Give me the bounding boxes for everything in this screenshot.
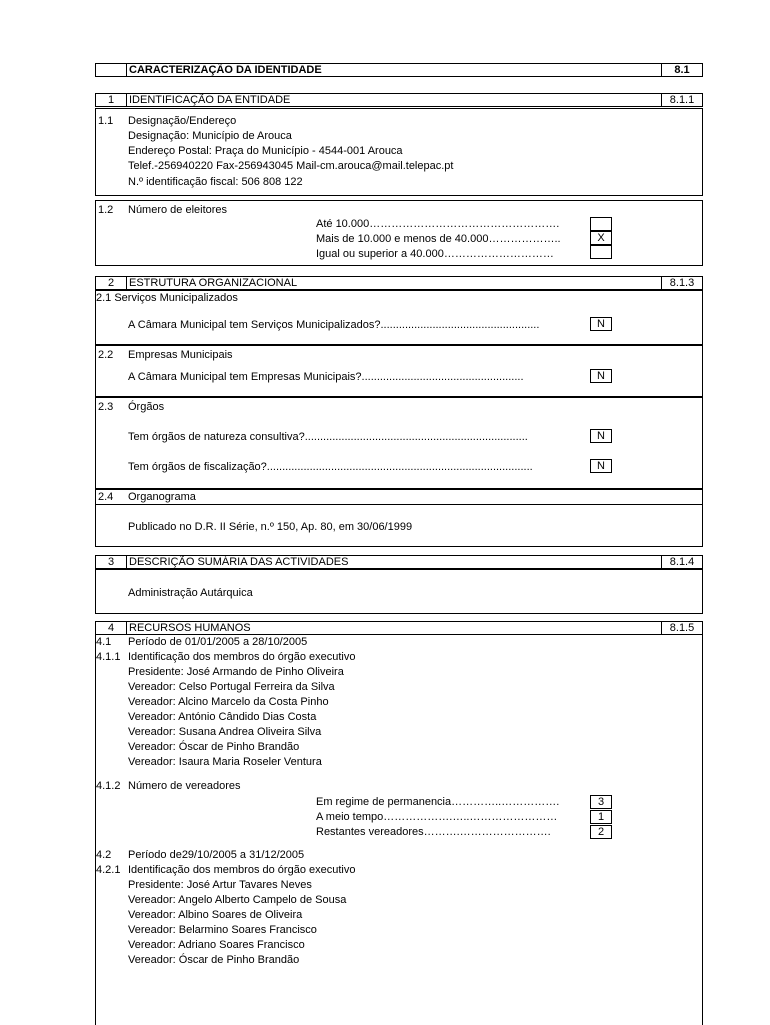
member-name: Presidente: José Artur Tavares Neves <box>128 879 312 891</box>
section-title: DESCRIÇÃO SUMÁRIA DAS ACTIVIDADES <box>129 556 349 568</box>
section-title: ESTRUTURA ORGANIZACIONAL <box>129 277 298 289</box>
member-name: Presidente: José Armando de Pinho Oliveira <box>128 666 344 678</box>
item-title: Número de eleitores <box>128 204 228 216</box>
councillor-count-label: Restantes vereadores……….……………………. <box>316 826 551 838</box>
answer-box[interactable]: N <box>590 429 612 443</box>
item-number: 4.1 <box>96 636 112 648</box>
section-title: CARACTERIZAÇÃO DA IDENTIDADE <box>129 64 322 76</box>
question-text: Tem órgãos de natureza consultiva?......................................................................... <box>128 431 528 443</box>
item-title: Órgãos <box>128 401 165 413</box>
section-number: 3 <box>96 556 127 568</box>
voter-option-checkbox[interactable]: X <box>590 231 612 245</box>
identification-line: Designação: Município de Arouca <box>128 130 292 142</box>
item-number: 1.2 <box>98 204 114 216</box>
voter-option-checkbox[interactable] <box>590 245 612 259</box>
question-text: Tem órgãos de fiscalização?....................................................................................... <box>128 461 533 473</box>
organogram-box <box>95 489 703 547</box>
item-number: 2.4 <box>98 491 114 503</box>
section-code: 8.1.4 <box>661 556 702 568</box>
member-name: Vereador: Adriano Soares Francisco <box>128 939 305 951</box>
identification-line: Designação/Endereço <box>128 115 237 127</box>
voter-option-label: Mais de 10.000 e menos de 40.000……………….. <box>316 233 561 245</box>
voters-box <box>95 200 703 266</box>
section-title: RECURSOS HUMANOS <box>129 622 251 634</box>
section-2-header <box>95 276 703 290</box>
member-name: Vereador: Óscar de Pinho Brandão <box>128 954 300 966</box>
voter-option-label: Até 10.000……………………………………………. <box>316 218 560 230</box>
identification-line: Endereço Postal: Praça do Município - 4544-001 Arouca <box>128 145 403 157</box>
activities-box <box>95 569 703 614</box>
answer-box[interactable]: N <box>590 317 612 331</box>
human-resources-box <box>95 635 703 1025</box>
item-title: Número de vereadores <box>128 780 241 792</box>
identification-box <box>95 108 703 196</box>
member-name: Vereador: Alcino Marcelo da Costa Pinho <box>128 696 329 708</box>
councillor-count-label: A meio tempo……………….…..…………………… <box>316 811 558 823</box>
section-code: 8.1.3 <box>661 277 702 289</box>
member-name: Vereador: Óscar de Pinho Brandão <box>128 741 300 753</box>
item-number: 2.2 <box>98 349 114 361</box>
item-number: 1.1 <box>98 115 114 127</box>
item-title: Organograma <box>128 491 196 503</box>
question-text: A Câmara Municipal tem Serviços Municipalizados?.................................................... <box>128 319 540 331</box>
section-code: 8.1.5 <box>661 622 702 634</box>
item-number: 4.2.1 <box>96 864 121 876</box>
section-number: 1 <box>96 94 127 106</box>
member-name: Vereador: Isaura Maria Roseler Ventura <box>128 756 322 768</box>
section-number-cell <box>96 64 127 76</box>
voter-option-label: Igual ou superior a 40.000………………………… <box>316 248 554 260</box>
item-title: Identificação dos membros do órgão executivo <box>128 651 356 663</box>
item-number: 2.3 <box>98 401 114 413</box>
item-title: Período de29/10/2005 a 31/12/2005 <box>128 849 305 861</box>
section-number: 2 <box>96 277 127 289</box>
item-title: Empresas Municipais <box>128 349 233 361</box>
section-number: 4 <box>96 622 127 634</box>
member-name: Vereador: Belarmino Soares Francisco <box>128 924 317 936</box>
voter-option-checkbox[interactable] <box>590 217 612 231</box>
member-name: Vereador: Susana Andrea Oliveira Silva <box>128 726 322 738</box>
member-name: Vereador: Albino Soares de Oliveira <box>128 909 303 921</box>
councillor-count-value[interactable]: 3 <box>590 795 612 809</box>
municipal-services-box <box>95 290 703 345</box>
item-title: Período de 01/01/2005 a 28/10/2005 <box>128 636 308 648</box>
section-4-header <box>95 621 703 635</box>
item-number: 4.1.1 <box>96 651 121 663</box>
section-3-header <box>95 555 703 569</box>
organs-box <box>95 397 703 489</box>
section-8-1-header <box>95 63 703 77</box>
section-code: 8.1 <box>661 64 702 76</box>
divider <box>96 504 702 505</box>
member-name: Vereador: António Cândido Dias Costa <box>128 711 317 723</box>
identification-line: N.º identificação fiscal: 506 808 122 <box>128 176 303 188</box>
section-1-header <box>95 93 703 107</box>
municipal-companies-box <box>95 345 703 397</box>
answer-box[interactable]: N <box>590 459 612 473</box>
item-heading: 2.1 Serviços Municipalizados <box>96 292 238 304</box>
item-number: 4.2 <box>96 849 112 861</box>
councillor-count-value[interactable]: 1 <box>590 810 612 824</box>
answer-box[interactable]: N <box>590 369 612 383</box>
activities-text: Administração Autárquica <box>128 587 253 599</box>
section-title: IDENTIFICAÇÃO DA ENTIDADE <box>129 94 291 106</box>
item-number: 4.1.2 <box>96 780 121 792</box>
identification-line: Telef.-256940220 Fax-256943045 Mail-cm.arouca@mail.telepac.pt <box>128 160 454 172</box>
member-name: Vereador: Angelo Alberto Campelo de Sousa <box>128 894 347 906</box>
member-name: Vereador: Celso Portugal Ferreira da Silva <box>128 681 335 693</box>
councillor-count-label: Em regime de permanencia…………..……………. <box>316 796 560 808</box>
item-title: Identificação dos membros do órgão executivo <box>128 864 356 876</box>
question-text: A Câmara Municipal tem Empresas Municipais?..................................................... <box>128 371 524 383</box>
section-code: 8.1.1 <box>661 94 702 106</box>
councillor-count-value[interactable]: 2 <box>590 825 612 839</box>
organogram-text: Publicado no D.R. II Série, n.º 150, Ap. 80, em 30/06/1999 <box>128 521 413 533</box>
